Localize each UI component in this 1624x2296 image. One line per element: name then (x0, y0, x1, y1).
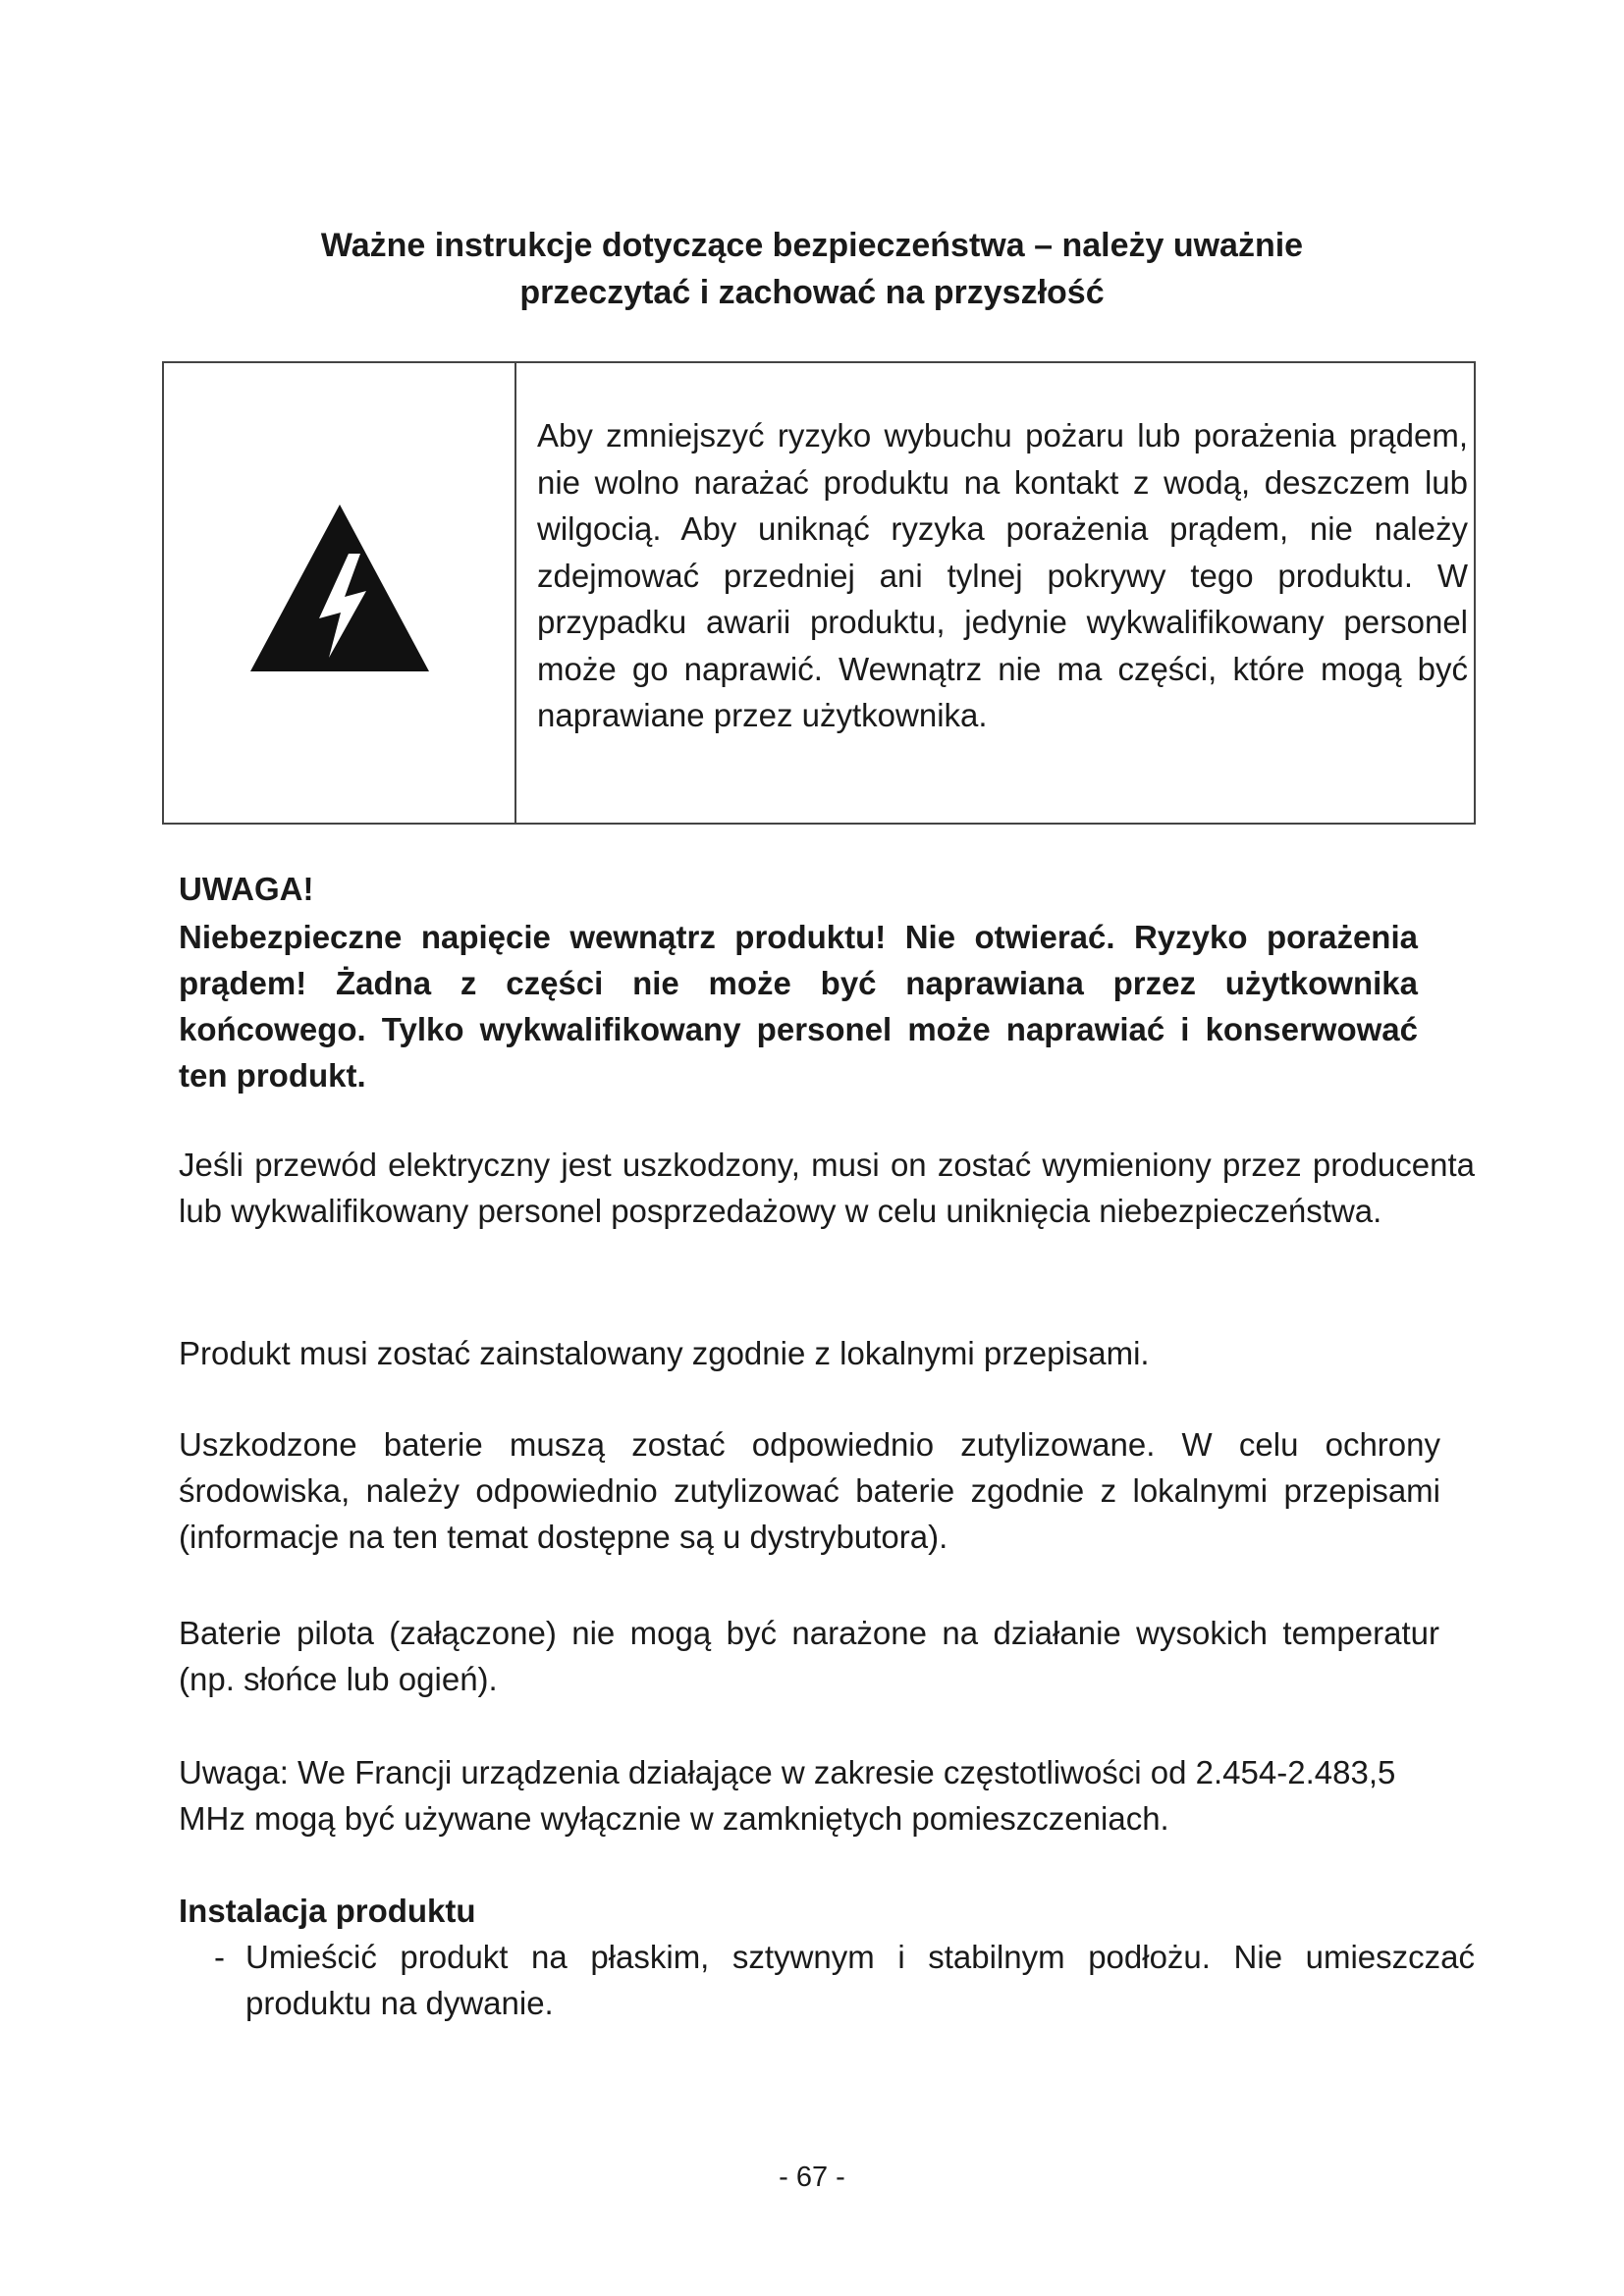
caution-heading: UWAGA! (179, 871, 314, 907)
paragraph-installation-regulations: Produkt musi zostać zainstalowany zgodnie z lokalnymi przepisami. (179, 1335, 1150, 1371)
page-number: - 67 - (779, 2162, 845, 2193)
caution-text: Niebezpieczne napięcie wewnątrz produktu! Nie otwierać. Ryzyko porażenia prądem! Żadna z części nie może być naprawiana przez użytkownika końcowego. Tylko wykwalifikowany personel może naprawiać i konserwować ten produkt. (179, 919, 1418, 1094)
warning-text: Aby zmniejszyć ryzyko wybuchu pożaru lub porażenia prądem, nie wolno narażać produktu na kontakt z wodą, deszczem lub wilgocią. Aby uniknąć ryzyka porażenia prądem, nie należy zdejmować przedniej ani tylnej pokrywy tego produktu. W przypadku awarii produktu, jedynie wykwalifikowany personel może go naprawić. Wewnątrz nie ma części, które mogą być naprawiane przez użytkownika. (537, 417, 1468, 733)
list-item (179, 1934, 1475, 2026)
paragraph-france-frequency-note: Uwaga: We Francji urządzenia działające w zakresie częstotliwości od 2.454-2.483,5 MHz mogą być używane wyłącznie w zamkniętych pomieszczeniach. (179, 1754, 1396, 1837)
page-title-line-1: Ważne instrukcje dotyczące bezpieczeństwa – należy uważnie (320, 227, 1304, 264)
list-item-text: Umieścić produkt na płaskim, sztywnym i stabilnym podłożu. Nie umieszczać produktu na dywanie. (245, 1939, 1475, 2021)
list-bullet: - (214, 1939, 225, 1975)
paragraph-remote-batteries: Baterie pilota (załączone) nie mogą być narażone na działanie wysokich temperatur (np. słońce lub ogień). (179, 1615, 1439, 1697)
electric-shock-warning-box (162, 361, 1476, 825)
installation-heading: Instalacja produktu (179, 1893, 476, 1929)
page-title (147, 222, 1477, 316)
paragraph-battery-disposal: Uszkodzone baterie muszą zostać odpowiednio zutylizowane. W celu ochrony środowiska, należy odpowiednio zutylizować baterie zgodnie z lokalnymi przepisami (informacje na ten temat dostępne są u dystrybutora). (179, 1426, 1440, 1555)
warning-icon-cell (164, 363, 516, 823)
lightning-triangle-icon (248, 503, 431, 673)
page-title-line-2: przeczytać i zachować na przyszłość (519, 274, 1105, 311)
paragraph-power-cord: Jeśli przewód elektryczny jest uszkodzony, musi on zostać wymieniony przez producenta lub wykwalifikowany personel posprzedażowy w celu uniknięcia niebezpieczeństwa. (179, 1147, 1475, 1229)
